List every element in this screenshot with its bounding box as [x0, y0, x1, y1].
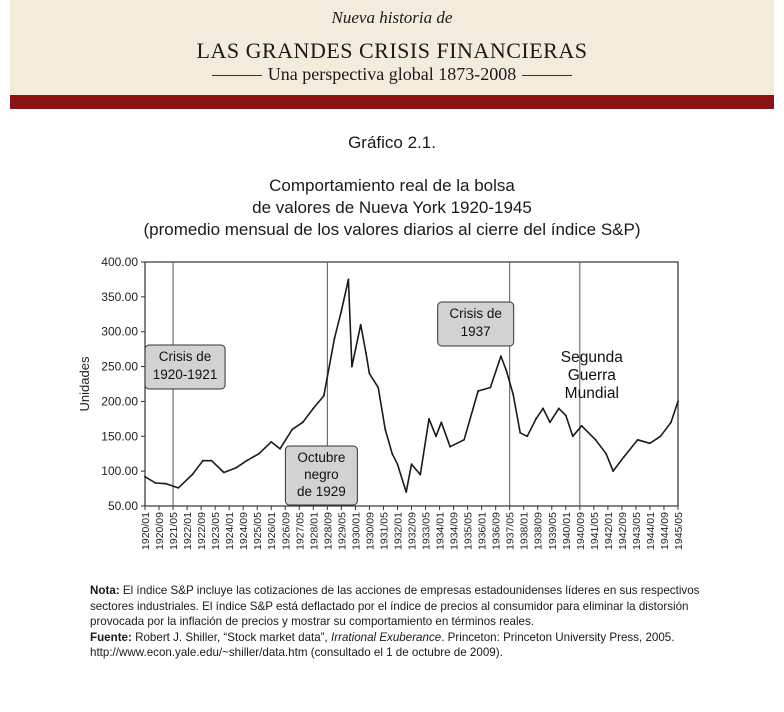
data-point — [670, 421, 672, 423]
data-point — [384, 428, 386, 430]
data-point — [391, 453, 393, 455]
data-point — [377, 387, 379, 389]
x-tick-label-27: 1938/01 — [518, 512, 531, 550]
annotation-text-0: 1920-1921 — [152, 367, 218, 382]
x-tick-label-11: 1927/05 — [294, 512, 307, 550]
fuente-pre: Robert J. Shiller, “Stock market data”, — [135, 630, 328, 644]
data-point — [340, 310, 342, 312]
data-point — [302, 421, 304, 423]
x-tick-label-14: 1929/05 — [336, 512, 349, 550]
x-tick-label-26: 1937/05 — [504, 512, 517, 550]
data-point — [365, 352, 367, 354]
x-tick-label-19: 1932/09 — [406, 512, 419, 550]
annotation-text-1: negro — [304, 467, 339, 482]
fuente-paragraph — [90, 630, 700, 661]
x-tick-label-22: 1934/09 — [448, 512, 461, 550]
annotation-text-1: Octubre — [297, 450, 346, 465]
x-tick-label-31: 1940/09 — [574, 512, 587, 550]
fuente-book: Irrational Exuberance — [331, 630, 442, 644]
data-point — [500, 355, 502, 357]
data-point — [428, 418, 430, 420]
y-tick-label-1: 350.00 — [101, 289, 138, 304]
data-point — [660, 435, 662, 437]
annotation-text-3: Mundial — [564, 385, 619, 402]
data-point — [235, 467, 237, 469]
x-tick-label-9: 1926/01 — [266, 512, 279, 550]
data-point — [291, 428, 293, 430]
y-tick-label-5: 150.00 — [101, 429, 138, 444]
x-tick-label-35: 1943/05 — [630, 512, 643, 550]
data-point — [477, 390, 479, 392]
data-point — [677, 401, 679, 403]
book-subtitle-text: Una perspectiva global 1873-2008 — [267, 64, 517, 84]
data-point — [155, 482, 157, 484]
x-tick-label-32: 1941/05 — [588, 512, 601, 550]
data-point — [505, 369, 507, 371]
chart-title-line-3: (promedio mensual de los valores diarios al cierre del índice S&P) — [143, 220, 641, 239]
x-tick-label-13: 1928/09 — [322, 512, 335, 550]
y-axis-label: Unidades — [77, 356, 92, 412]
data-point — [581, 425, 583, 427]
data-point — [312, 408, 314, 410]
data-point — [489, 387, 491, 389]
data-point — [177, 487, 179, 489]
x-tick-label-12: 1928/01 — [308, 512, 321, 550]
x-tick-label-30: 1940/01 — [560, 512, 573, 550]
x-tick-label-23: 1935/05 — [462, 512, 475, 550]
x-tick-label-34: 1942/09 — [616, 512, 629, 550]
nota-paragraph — [90, 583, 700, 630]
data-point — [191, 474, 193, 476]
data-point — [419, 474, 421, 476]
data-point — [202, 460, 204, 462]
annotation-text-3: Guerra — [567, 367, 616, 384]
y-tick-label-6: 100.00 — [101, 464, 138, 479]
x-tick-label-29: 1939/05 — [546, 512, 559, 550]
y-tick-label-7: 50.00 — [107, 499, 138, 513]
data-point — [565, 414, 567, 416]
fuente-label: Fuente: — [90, 630, 132, 644]
fuente-post: . Princeton: Princeton University Press, 2005. http://www.econ.yale.edu/~shiller/data.htm (consultado el 1 de octubre de 2009). — [90, 630, 675, 660]
x-tick-label-6: 1924/01 — [224, 512, 237, 550]
data-point — [360, 324, 362, 326]
x-tick-label-8: 1925/05 — [252, 512, 265, 550]
x-tick-label-28: 1938/09 — [532, 512, 545, 550]
annotation-text-3: Segunda — [560, 349, 623, 366]
data-point — [526, 435, 528, 437]
x-tick-label-16: 1930/09 — [364, 512, 377, 550]
x-tick-label-20: 1933/05 — [420, 512, 433, 550]
data-point — [369, 373, 371, 375]
data-point — [637, 439, 639, 441]
data-point — [435, 435, 437, 437]
data-point — [572, 435, 574, 437]
x-tick-label-36: 1944/01 — [644, 512, 657, 550]
figure-number: Gráfico 2.1. — [348, 133, 436, 152]
x-tick-label-7: 1924/09 — [238, 512, 251, 550]
x-tick-label-25: 1936/09 — [490, 512, 503, 550]
x-tick-label-5: 1923/05 — [210, 512, 223, 550]
nota-text: El índice S&P incluye las cotizaciones de las acciones de empresas estadounidenses líderes en sus respectivos sectores industriales. El índice S&P está deflactado por el índice de precios al consumidor para eliminar la distorsión provocada por la inflación de precios y mostrar su comportamiento en términos reales. — [90, 584, 700, 629]
data-point — [258, 453, 260, 455]
data-point — [449, 446, 451, 448]
x-tick-label-2: 1921/05 — [168, 512, 181, 550]
data-point — [623, 456, 625, 458]
data-point — [333, 338, 335, 340]
x-tick-label-24: 1936/01 — [476, 512, 489, 550]
data-point — [519, 432, 521, 434]
data-point — [549, 421, 551, 423]
x-tick-label-10: 1926/09 — [280, 512, 293, 550]
x-tick-label-21: 1934/01 — [434, 512, 447, 550]
book-title: LAS GRANDES CRISIS FINANCIERAS — [196, 38, 588, 63]
x-tick-label-18: 1932/01 — [392, 512, 405, 550]
y-tick-label-0: 400.00 — [101, 255, 138, 269]
data-point — [223, 472, 225, 474]
chart-title-line-1: Comportamiento real de la bolsa — [269, 176, 515, 195]
data-point — [405, 491, 407, 493]
x-tick-label-1: 1920/09 — [154, 512, 167, 550]
data-point — [211, 460, 213, 462]
data-point — [542, 408, 544, 410]
data-point — [605, 453, 607, 455]
data-point — [558, 408, 560, 410]
annotation-text-1: de 1929 — [296, 484, 346, 499]
x-tick-label-3: 1922/01 — [182, 512, 195, 550]
x-tick-label-37: 1944/09 — [658, 512, 671, 550]
notes-block — [90, 583, 700, 661]
y-tick-label-2: 300.00 — [101, 324, 138, 339]
data-point — [351, 366, 353, 368]
data-point — [165, 483, 167, 485]
data-point — [612, 470, 614, 472]
x-tick-label-17: 1931/05 — [378, 512, 391, 550]
data-point — [347, 279, 349, 281]
x-tick-label-0: 1920/01 — [140, 512, 152, 550]
data-point — [440, 421, 442, 423]
y-tick-label-3: 250.00 — [101, 359, 138, 374]
x-tick-label-4: 1922/09 — [196, 512, 209, 550]
data-point — [595, 439, 597, 441]
data-point — [463, 439, 465, 441]
x-tick-label-15: 1930/01 — [350, 512, 363, 550]
data-point — [535, 418, 537, 420]
data-point — [323, 395, 325, 397]
nota-label: Nota: — [90, 584, 120, 597]
x-tick-label-33: 1942/01 — [602, 512, 615, 550]
data-point — [411, 463, 413, 465]
data-point — [144, 476, 146, 478]
data-point — [649, 442, 651, 444]
data-point — [512, 394, 514, 396]
annotation-text-2: 1937 — [460, 324, 491, 339]
annotation-text-0: Crisis de — [158, 349, 212, 364]
data-point — [397, 463, 399, 465]
data-point — [270, 441, 272, 443]
annotation-text-2: Crisis de — [449, 306, 502, 321]
y-tick-label-4: 200.00 — [101, 394, 138, 409]
chart-title-line-2: de valores de Nueva York 1920-1945 — [252, 198, 532, 217]
data-point — [246, 460, 248, 462]
data-point — [279, 448, 281, 450]
series-title: Nueva historia de — [331, 8, 453, 27]
x-tick-label-38: 1945/05 — [673, 512, 685, 550]
